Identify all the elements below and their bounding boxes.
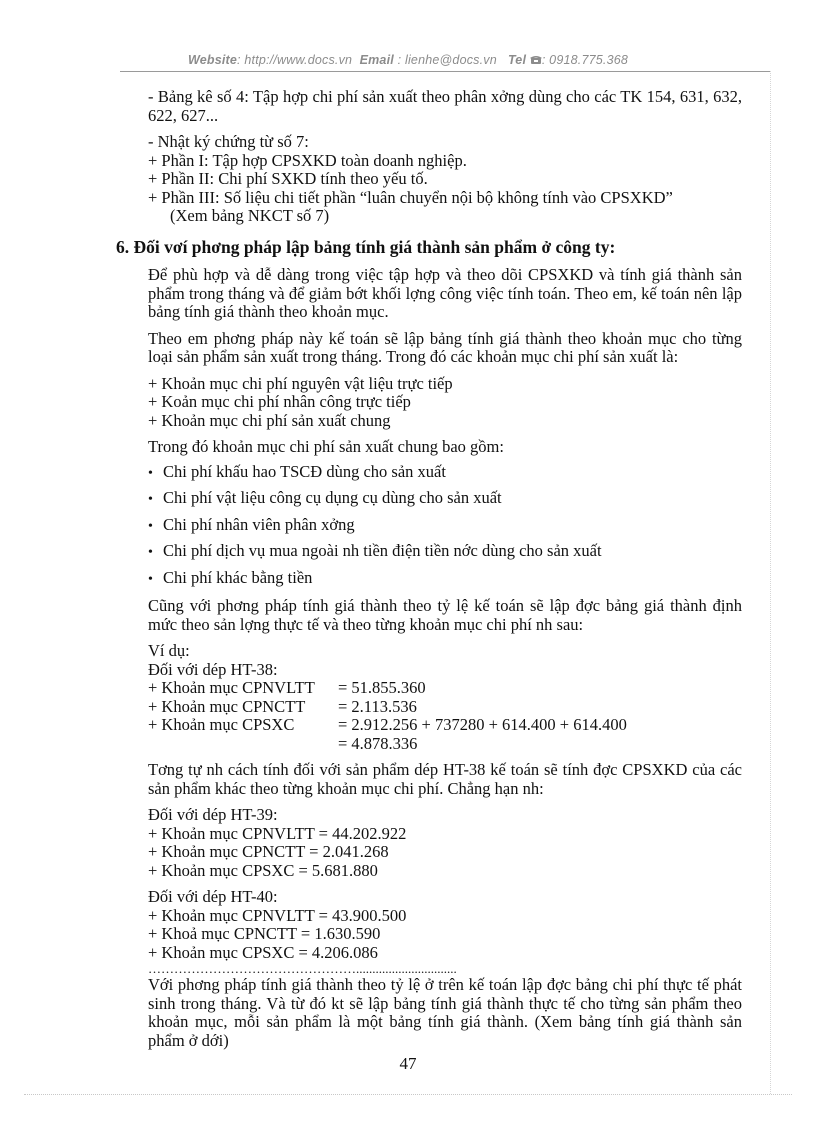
bullet-icon: • (148, 465, 153, 481)
list-item (148, 489, 742, 510)
paragraph-ratio: Cũng với phơng pháp tính giá thành theo tỷ lệ kế toán sẽ lập đợc bảng giá thành định mức theo sản lợng thực tế và theo từng khoản mục chi phí nh sau: (148, 596, 742, 634)
km-item: + Khoản mục chi phí sản xuất chung (148, 410, 391, 430)
email-value: : lienhe@docs.vn (397, 53, 497, 67)
paragraph-bang-ke: - Bảng kê số 4: Tập hợp chi phí sản xuất theo phân xởng dùng cho các TK 154, 631, 632, 622, 627... (148, 87, 742, 125)
page-body (116, 87, 742, 1050)
nk-title: - Nhật ký chứng từ số 7: (148, 132, 309, 151)
ht38-row (148, 716, 742, 735)
ht38-row-label: + Khoản mục CPSXC (148, 715, 295, 734)
list-item-text: Chi phí nhân viên phân xởng (163, 514, 355, 534)
section-heading: 6. Đối vơí phơng pháp lập bảng tính giá thành sản phẩm ở công ty: (116, 236, 616, 257)
list-item-text: Chi phí vật liệu công cụ dụng cụ dùng cho sản xuất (163, 488, 502, 507)
ht38-row (148, 698, 742, 717)
nk-item: (Xem bảng NKCT số 7) (170, 206, 330, 225)
ht38-row-label (148, 735, 338, 754)
example-label: Ví dụ: (148, 641, 190, 660)
ht40-row: + Khoản mục CPSXC = 4.206.086 (148, 942, 378, 962)
footer-rule (24, 1094, 792, 1095)
list-item (148, 569, 742, 590)
ht39-row: + Khoản mục CPSXC = 5.681.880 (148, 860, 378, 880)
paragraph-conclusion: Với phơng pháp tính giá thành theo tỷ lệ ở trên kế toán lập đợc bảng chi phí thực tế phát sinh trong tháng. Và từ đó kt sẽ lập bảng tính giá thành thực tế cho từng sản phẩm theo khoản mục, mỗi sản phẩm là một bảng tính giá thành. (Xem bảng tính giá thành sản phẩm ở dới) (148, 975, 742, 1050)
list-item-text: Chi phí khác bằng tiền (163, 567, 313, 587)
ht38-row-value: = 4.878.336 (338, 733, 418, 753)
ht39-row: + Khoản mục CPNCTT = 2.041.268 (148, 842, 389, 861)
ht40-title: Đối với dép HT-40: (148, 887, 278, 906)
tel-value: : 0918.775.368 (541, 53, 629, 67)
phone-icon (530, 55, 542, 65)
km-item: + Khoản mục chi phí nguyên vật liệu trực tiếp (148, 373, 453, 393)
list-item (148, 463, 742, 484)
paragraph-intro: Để phù hợp và dễ dàng trong việc tập hợp và theo dõi CPSXKD và tính giá thành sản phẩm trong tháng và để giảm bớt khối lợng công việc tính toán. Theo em, kế toán nên lập bảng tính giá thành theo khoản mục. (148, 265, 742, 321)
list-item-text: Chi phí khấu hao TSCĐ dùng cho sản xuất (163, 461, 446, 481)
tel-label: Tel (507, 53, 527, 67)
ht38-row (148, 679, 742, 698)
ht38-row-value: = 2.113.536 (338, 696, 417, 716)
ht38-row (148, 735, 742, 754)
website-label: Website (187, 53, 238, 67)
page-number: 47 (399, 1054, 417, 1073)
paragraph-similar: Tơng tự nh cách tính đối với sản phẩm dép HT-38 kế toán sẽ tính đợc CPSXKD của các sản phẩm khác theo từng khoản mục chi phí. Chẳng hạn nh: (148, 760, 742, 798)
ht38-title: Đối với dép HT-38: (148, 659, 278, 679)
paragraph-method: Theo em phơng pháp này kế toán sẽ lập bảng tính giá thành theo khoản mục cho từng loại sản phẩm sản xuất trong tháng. Trong đó các khoản mục chi phí sản xuất là: (148, 328, 742, 366)
ht38-row-value: = 51.855.360 (338, 678, 426, 697)
km-item: + Koản mục chi phí nhân công trực tiếp (148, 392, 411, 411)
bullet-icon: • (148, 571, 153, 587)
bullet-icon: • (148, 492, 153, 507)
sxc-intro: Trong đó khoản mục chi phí sản xuất chung bao gồm: (148, 437, 504, 456)
email-label: Email (359, 53, 394, 67)
list-item-text: Chi phí dịch vụ mua ngoài nh tiền điện tiền nớc dùng cho sản xuất (163, 541, 602, 560)
ht40-row: + Khoản mục CPNVLTT = 43.900.500 (148, 905, 407, 925)
website-value: : http://www.docs.vn (237, 53, 353, 67)
nk-item: + Phần II: Chi phí SXKD tính theo yếu tố. (148, 169, 428, 188)
ht39-row: + Khoản mục CPNVLTT = 44.202.922 (148, 823, 407, 843)
ht38-row-value: = 2.912.256 + 737280 + 614.400 + 614.400 (338, 715, 627, 734)
nk-item: + Phần I: Tập hợp CPSXKD toàn doanh nghiệp. (148, 150, 467, 170)
ht39-title: Đối với dép HT-39: (148, 805, 278, 824)
ellipsis-dots: …………………………………………............................... (148, 962, 457, 976)
header-rule (120, 71, 770, 72)
margin-rule (770, 71, 771, 1094)
ht40-row: + Khoả mục CPNCTT = 1.630.590 (148, 924, 381, 943)
list-item (148, 542, 742, 563)
nk-item: + Phần III: Số liệu chi tiết phần “luân chuyển nội bộ không tính vào CPSXKD” (148, 187, 673, 207)
ht38-row-label: + Khoản mục CPNCTT (148, 696, 306, 716)
bullet-icon: • (148, 545, 153, 560)
list-item (148, 516, 742, 537)
ht38-row-label: + Khoản mục CPNVLTT (148, 678, 315, 697)
bullet-icon: • (148, 518, 153, 534)
page-header (0, 53, 816, 67)
